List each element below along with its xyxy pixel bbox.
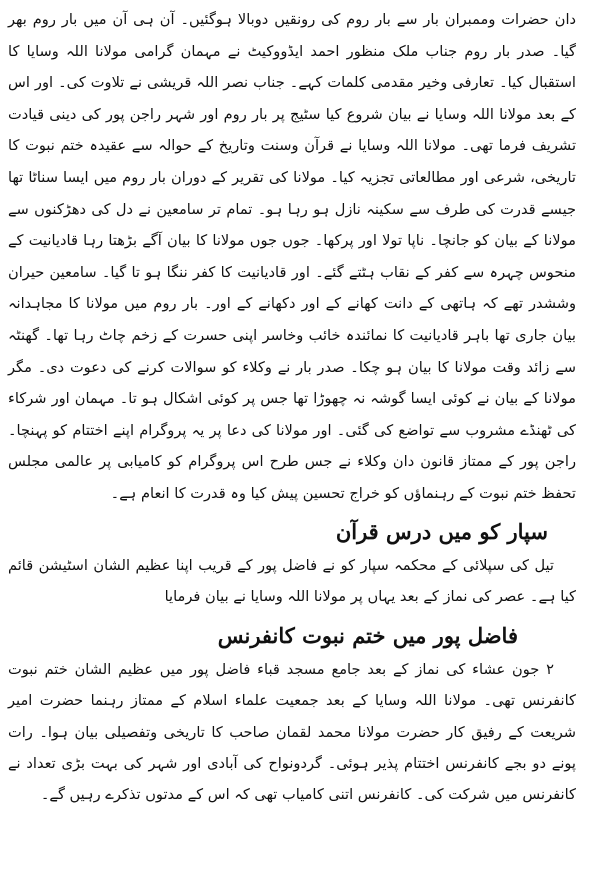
document-page [8, 4, 576, 870]
section-heading-fazilpur-conference: فاضل پور میں ختم نبوت کانفرنس [217, 623, 518, 649]
body-paragraph-sparco: تیل کی سپلائی کے محکمہ سپار کو نے فاضل پور کے قریب اپنا عظیم الشان اسٹیشن قائم کیا ہے۔ عصر کی نماز کے بعد یہاں پر مولانا اللہ وسایا نے بیان فرمایا [8, 556, 576, 605]
section-heading-sparco-dars: سپار کو میں درس قرآن [335, 518, 548, 544]
body-paragraph-fazilpur-conference: ۲ جون عشاء کی نماز کے بعد جامع مسجد قباء فاضل پور میں عظیم الشان ختم نبوت کانفرنس تھی۔ مولانا اللہ وسایا کے بعد جمعیت علماء اسلام کے ممتاز رہنما حضرت امیر شریعت کے رفیق کار حضرت مولانا محمد لقمان صاحب کا تاریخی وتفصیلی بیان ہوا۔ رات پونے دو بجے کانفرنس اختتام پذیر ہوئی۔ گردونواح کی آبادی اور شہر کی بہت بڑی تعداد نے کانفرنس میں شرکت کی۔ کانفرنس اتنی کامیاب تھی کہ اس کے مدتوں تذکرے رہیں گے۔ [8, 661, 576, 804]
body-paragraph-bar-room-event: دان حضرات وممبران بار سے بار روم کی رونقیں دوبالا ہوگئیں۔ آن ہی آن میں بار روم بھر گیا۔ صدر بار روم جناب ملک منظور احمد ایڈووکیٹ نے مہمان گرامی مولانا اللہ وسایا کا استقبال کیا۔ تعارفی وخیر مقدمی کلمات کہے۔ جناب نصر اللہ قریشی نے تلاوت کی۔ اور اس کے بعد مولانا اللہ وسایا نے بیان شروع کیا سٹیج پر بار روم اور شہر راجن پور کی دینی قیادت تشریف فرما تھی۔ مولانا اللہ وسایا نے قرآن وسنت وتاریخ کے حوالہ سے عقیدہ ختم نبوت کا تاریخی، شرعی اور مطالعاتی تجزیہ کیا۔ مولانا کی تقریر کے دوران بار روم میں ایسا سناٹا تھا جیسے قدرت کی طرف سے سکینہ نازل ہو رہا ہو۔ تمام تر سامعین نے دل کی دھڑکنوں سے مولانا کے بیان کو جانچا۔ ناپا تولا اور پرکھا۔ جوں جوں مولانا کا بیان آگے بڑھتا رہا قادیانیت کے منحوس چہرہ سے کفر کے نقاب ہٹتے گئے۔ اور قادیانیت کا کفر ننگا ہو تا گیا۔ سامعین حیران وششدر تھے کہ ہاتھی کے دانت کھانے کے اور دکھانے کے اور۔ بار روم میں مولانا کا مجاہدانہ بیان جاری تھا باہر قادیانیت کا نمائندہ خائب وخاسر اپنی حسرت کے زخم چاٹ رہا تھا۔ گھنٹہ سے زائد وقت مولانا کا بیان ہو چکا۔ صدر بار نے وکلاء کو سوالات کرنے کی دعوت دی۔ مگر مولانا کے بیان نے کوئی ایسا گوشہ نہ چھوڑا تھا جس پر کوئی اشکال ہو تا۔ مہمان اور شرکاء کی ٹھنڈے مشروب سے تواضع کی گئی۔ اور مولانا کی دعا پر یہ پروگرام اپنے اختتام کو پہنچا۔ راجن پور کے ممتاز قانون دان وکلاء نے جس طرح اس پروگرام کو کامیابی پر عالمی مجلس تحفظ ختم نبوت کے رہنماؤں کو خراج تحسین پیش کیا وہ قدرت کا انعام ہے۔ [8, 11, 576, 502]
